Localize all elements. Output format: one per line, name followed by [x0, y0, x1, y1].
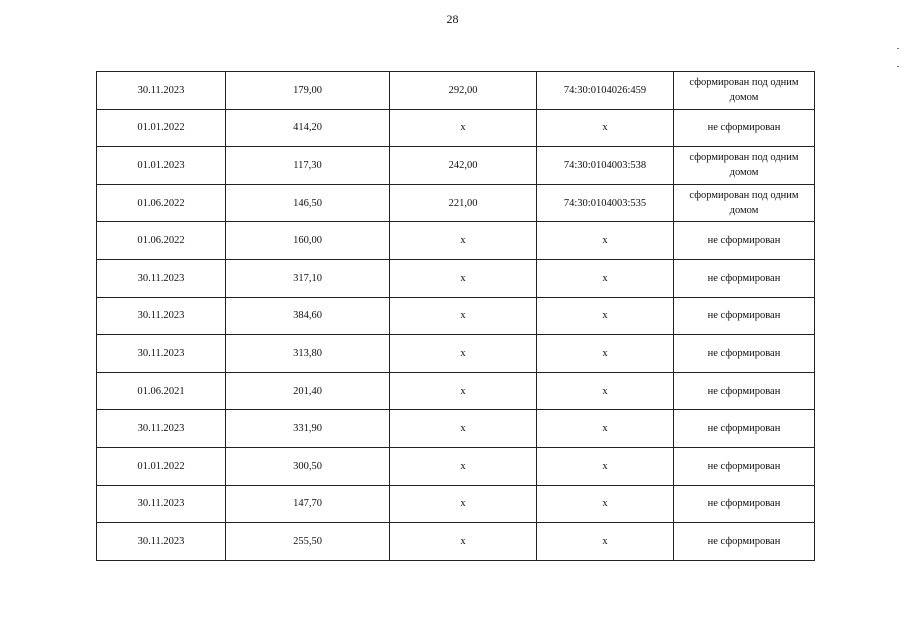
table-row: [97, 297, 815, 335]
land-area-cell: х: [390, 485, 537, 523]
table-row: [97, 72, 815, 110]
status-cell: не сформирован: [674, 297, 815, 335]
area-cell: 313,80: [226, 335, 390, 373]
cadastral-number-cell: 74:30:0104003:538: [537, 147, 674, 185]
land-area-cell: 242,00: [390, 147, 537, 185]
status-cell: сформирован под одним домом: [674, 147, 815, 185]
status-cell: не сформирован: [674, 523, 815, 561]
area-cell: 384,60: [226, 297, 390, 335]
cadastral-number-cell: х: [537, 222, 674, 260]
table-row: [97, 184, 815, 222]
land-area-cell: х: [390, 447, 537, 485]
date-cell: 30.11.2023: [97, 410, 226, 448]
table-row: [97, 410, 815, 448]
date-cell: 30.11.2023: [97, 72, 226, 110]
table-row: [97, 447, 815, 485]
status-cell: сформирован под одним домом: [674, 72, 815, 110]
land-area-cell: х: [390, 372, 537, 410]
area-cell: 117,30: [226, 147, 390, 185]
land-area-cell: х: [390, 297, 537, 335]
table-row: [97, 485, 815, 523]
land-area-cell: 292,00: [390, 72, 537, 110]
table-row: [97, 523, 815, 561]
status-cell: не сформирован: [674, 335, 815, 373]
cadastral-number-cell: х: [537, 109, 674, 147]
area-cell: 255,50: [226, 523, 390, 561]
cadastral-number-cell: х: [537, 485, 674, 523]
date-cell: 30.11.2023: [97, 485, 226, 523]
land-area-cell: 221,00: [390, 184, 537, 222]
date-cell: 30.11.2023: [97, 335, 226, 373]
status-cell: не сформирован: [674, 222, 815, 260]
date-cell: 01.01.2022: [97, 109, 226, 147]
table-row: [97, 372, 815, 410]
status-cell: сформирован под одним домом: [674, 184, 815, 222]
area-cell: 146,50: [226, 184, 390, 222]
date-cell: 01.06.2022: [97, 184, 226, 222]
cadastral-number-cell: 74:30:0104026:459: [537, 72, 674, 110]
table-row: [97, 109, 815, 147]
cadastral-number-cell: х: [537, 372, 674, 410]
cadastral-number-cell: х: [537, 523, 674, 561]
status-cell: не сформирован: [674, 372, 815, 410]
cadastral-number-cell: 74:30:0104003:535: [537, 184, 674, 222]
area-cell: 179,00: [226, 72, 390, 110]
land-area-cell: х: [390, 523, 537, 561]
cadastral-number-cell: х: [537, 259, 674, 297]
status-cell: не сформирован: [674, 410, 815, 448]
status-cell: не сформирован: [674, 109, 815, 147]
area-cell: 300,50: [226, 447, 390, 485]
scan-edge-mark: [897, 66, 899, 67]
status-cell: не сформирован: [674, 447, 815, 485]
area-cell: 317,10: [226, 259, 390, 297]
area-cell: 201,40: [226, 372, 390, 410]
data-table: [96, 71, 815, 561]
area-cell: 160,00: [226, 222, 390, 260]
cadastral-number-cell: х: [537, 335, 674, 373]
cadastral-number-cell: х: [537, 410, 674, 448]
date-cell: 30.11.2023: [97, 523, 226, 561]
date-cell: 01.01.2023: [97, 147, 226, 185]
page-number: 28: [446, 12, 459, 26]
land-area-cell: х: [390, 335, 537, 373]
table-row: [97, 335, 815, 373]
date-cell: 30.11.2023: [97, 259, 226, 297]
land-area-cell: х: [390, 410, 537, 448]
land-area-cell: х: [390, 109, 537, 147]
land-area-cell: х: [390, 259, 537, 297]
area-cell: 147,70: [226, 485, 390, 523]
area-cell: 414,20: [226, 109, 390, 147]
status-cell: не сформирован: [674, 485, 815, 523]
table-row: [97, 222, 815, 260]
cadastral-number-cell: х: [537, 297, 674, 335]
date-cell: 01.06.2022: [97, 222, 226, 260]
table-row: [97, 147, 815, 185]
date-cell: 01.01.2022: [97, 447, 226, 485]
area-cell: 331,90: [226, 410, 390, 448]
date-cell: 30.11.2023: [97, 297, 226, 335]
table-row: [97, 259, 815, 297]
date-cell: 01.06.2021: [97, 372, 226, 410]
land-area-cell: х: [390, 222, 537, 260]
cadastral-number-cell: х: [537, 447, 674, 485]
scan-edge-mark: [897, 48, 899, 49]
status-cell: не сформирован: [674, 259, 815, 297]
